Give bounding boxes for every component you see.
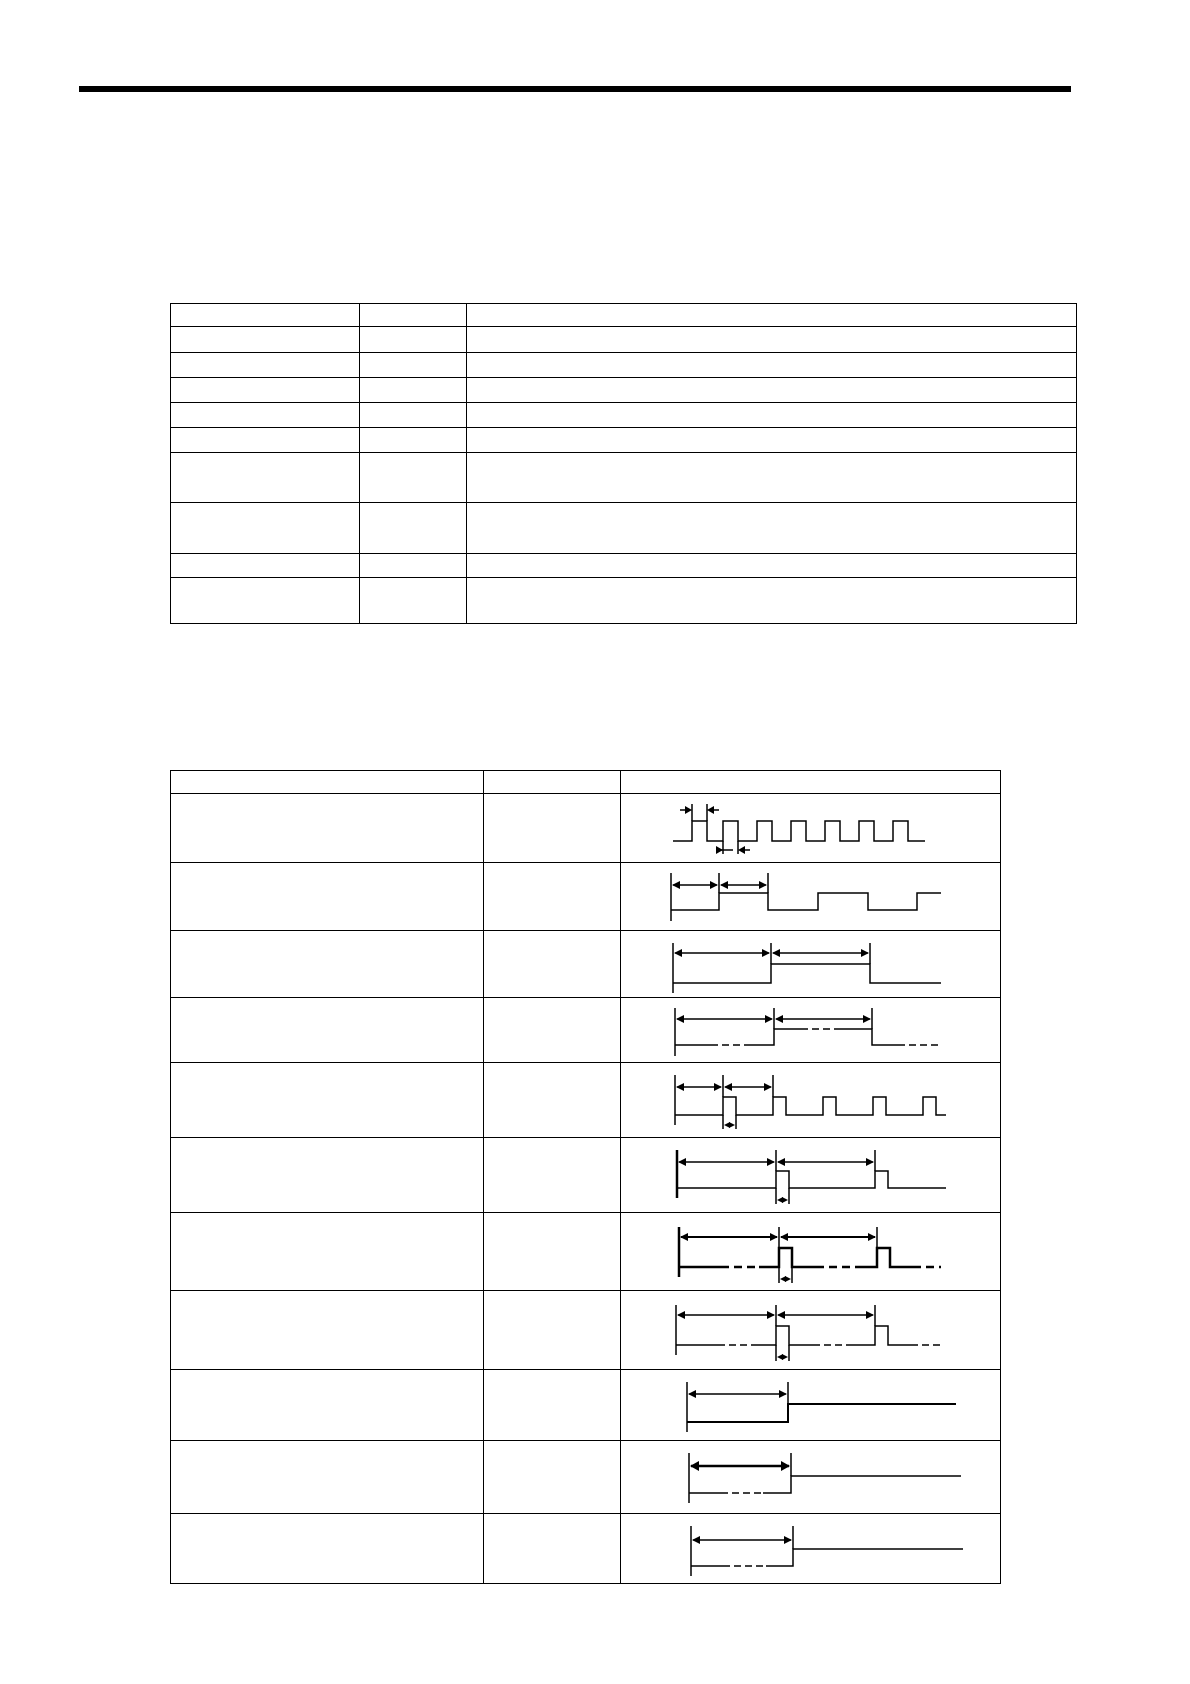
table-cell [171, 378, 360, 403]
table-cell [360, 453, 467, 503]
table-1 [170, 303, 1077, 624]
table-cell [171, 1063, 484, 1138]
table-cell [467, 428, 1077, 453]
table-cell [467, 378, 1077, 403]
table-2-header-row [171, 771, 1001, 794]
table-cell [171, 1370, 484, 1441]
table-2-header-cell [171, 771, 484, 794]
waveform-delayed-step [621, 1370, 1001, 1441]
table-cell [171, 1213, 484, 1291]
waveform-equal-period-square-wave [621, 863, 1001, 931]
table-cell [467, 503, 1077, 554]
table-row [171, 378, 1077, 403]
table-cell [360, 327, 467, 353]
waveform-cell [621, 1063, 1001, 1138]
table-cell [171, 353, 360, 378]
table-row [171, 1213, 1001, 1291]
table-row [171, 998, 1001, 1063]
table-row [171, 1138, 1001, 1213]
table-cell [484, 794, 621, 863]
table-cell [484, 1441, 621, 1514]
table-cell [171, 1291, 484, 1370]
table-cell [484, 931, 621, 998]
table-1-header-cell [467, 304, 1077, 327]
waveform-delayed-step-dashed [621, 1441, 1001, 1514]
waveform-cell [621, 1441, 1001, 1514]
table-row [171, 1441, 1001, 1514]
table-cell [171, 1138, 484, 1213]
table-cell [467, 554, 1077, 578]
waveform-cell [621, 998, 1001, 1063]
table-cell [360, 554, 467, 578]
table-row [171, 1514, 1001, 1584]
table-row [171, 578, 1077, 624]
table-2 [170, 770, 1001, 1584]
table-cell [171, 794, 484, 863]
table-cell [484, 1213, 621, 1291]
table-cell [171, 1514, 484, 1584]
table-cell [484, 998, 621, 1063]
waveform-single-long-pulse [621, 931, 1001, 998]
table-cell [171, 863, 484, 931]
table-cell [171, 578, 360, 624]
table-cell [171, 428, 360, 453]
waveform-high-speed-pulse-train [621, 794, 1001, 863]
table-1-header-cell [171, 304, 360, 327]
table-cell [360, 428, 467, 453]
table-row [171, 353, 1077, 378]
waveform-cell [621, 1291, 1001, 1370]
header-rule [79, 86, 1071, 92]
waveform-interval-short-pulses-dashed [621, 1291, 1001, 1370]
waveform-single-long-pulse-dashed [621, 998, 1001, 1063]
table-cell [467, 578, 1077, 624]
table-cell [467, 327, 1077, 353]
table-cell [171, 327, 360, 353]
waveform-cell [621, 863, 1001, 931]
table-cell [171, 453, 360, 503]
table-row [171, 327, 1077, 353]
waveform-cell [621, 931, 1001, 998]
table-row [171, 453, 1077, 503]
table-row [171, 794, 1001, 863]
table-row [171, 931, 1001, 998]
table-cell [484, 1370, 621, 1441]
table-cell [171, 931, 484, 998]
table-cell [467, 403, 1077, 428]
table-1-header-cell [360, 304, 467, 327]
table-cell [467, 353, 1077, 378]
table-row [171, 554, 1077, 578]
table-cell [360, 353, 467, 378]
waveform-cell [621, 1514, 1001, 1584]
table-1-header-row [171, 304, 1077, 327]
table-row [171, 403, 1077, 428]
table-cell [360, 378, 467, 403]
table-cell [360, 403, 467, 428]
table-row [171, 1063, 1001, 1138]
waveform-periodic-short-pulses [621, 1063, 1001, 1138]
waveform-cell [621, 1213, 1001, 1291]
table-cell [484, 1063, 621, 1138]
waveform-interval-short-pulses-dashed-bold [621, 1213, 1001, 1291]
table-cell [467, 453, 1077, 503]
table-2-header-cell [484, 771, 621, 794]
table-cell [484, 1138, 621, 1213]
waveform-delayed-step-dashed-thin [621, 1514, 1001, 1584]
table-row [171, 1370, 1001, 1441]
table-row [171, 1291, 1001, 1370]
table-row [171, 863, 1001, 931]
table-row [171, 428, 1077, 453]
table-cell [484, 863, 621, 931]
table-cell [171, 403, 360, 428]
table-cell [171, 1441, 484, 1514]
table-cell [484, 1291, 621, 1370]
table-2-header-cell [621, 771, 1001, 794]
table-cell [484, 1514, 621, 1584]
waveform-cell [621, 1370, 1001, 1441]
waveform-cell [621, 794, 1001, 863]
table-row [171, 503, 1077, 554]
table-cell [171, 503, 360, 554]
table-cell [360, 578, 467, 624]
waveform-cell [621, 1138, 1001, 1213]
table-cell [171, 554, 360, 578]
table-cell [171, 998, 484, 1063]
waveform-interval-short-pulses [621, 1138, 1001, 1213]
table-cell [360, 503, 467, 554]
